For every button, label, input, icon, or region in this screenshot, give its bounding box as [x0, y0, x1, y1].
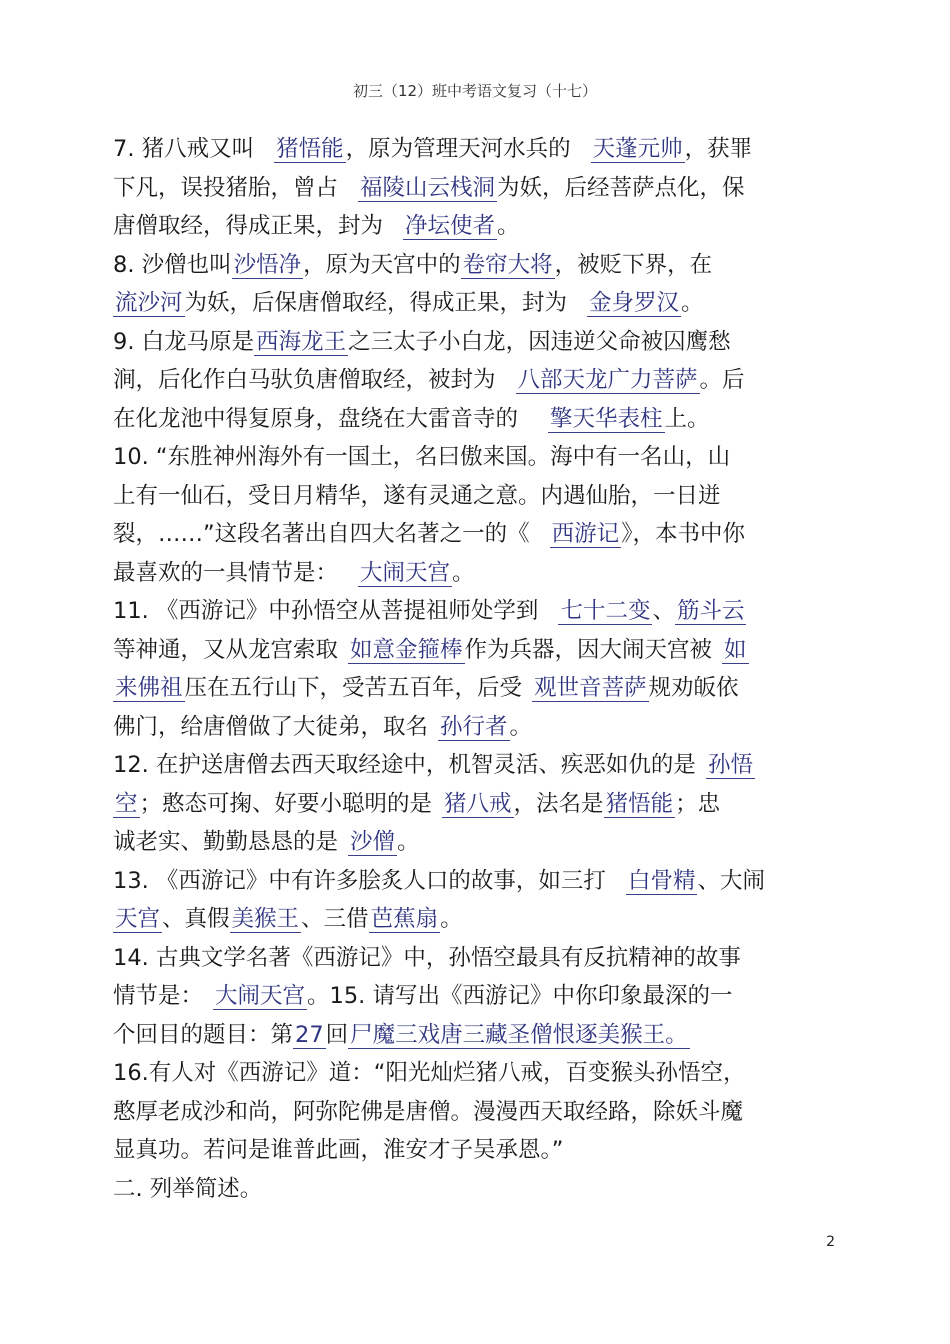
text-segment: ，法名是	[513, 790, 604, 817]
text-segment: 11. 《西游记》中孙悟空从菩提祖师处学到	[113, 598, 539, 624]
text-line	[113, 361, 853, 400]
text-segment: 规劝皈依	[648, 675, 739, 701]
text-line	[113, 631, 853, 670]
text-segment: 个回目的题目：第	[113, 1021, 294, 1048]
text-segment: 上。	[664, 405, 710, 432]
text-line	[113, 477, 853, 516]
text-segment: 。后	[699, 367, 745, 393]
answer-blank: 空	[115, 790, 138, 817]
text-line	[113, 246, 853, 285]
text-segment: 憨厚老成沙和尚，阿弥陀佛是唐僧。漫漫西天取经路，除妖斗魔	[113, 1098, 744, 1125]
text-segment: 裂，……”这段名著出自四大名著之一的《	[113, 521, 530, 547]
answer-blank: 芭蕉扇	[370, 906, 439, 932]
text-segment: 8. 沙僧也叫	[113, 251, 232, 278]
text-segment: 之三太子小白龙，因违逆父命被囚鹰愁	[348, 328, 731, 355]
text-segment: 。	[681, 290, 704, 316]
answer-blank: 猪悟能	[276, 136, 344, 162]
answer-blank: 孙悟	[707, 752, 753, 778]
text-line	[113, 708, 853, 747]
answer-blank: 天宫	[115, 906, 161, 932]
text-segment: 唐僧取经，得成正果，封为	[113, 213, 384, 239]
text-segment: 12. 在护送唐僧去西天取经途中，机智灵活、疾恶如仇的是	[113, 752, 696, 778]
text-segment: 、大闹	[697, 867, 765, 894]
text-line	[113, 823, 853, 862]
text-segment: 二. 列举简述。	[113, 1175, 263, 1202]
answer-blank: 孙行者	[440, 713, 508, 740]
answer-blank: 大闹天宫	[215, 983, 306, 1009]
text-segment: 压在五行山下，受苦五百年，后受	[184, 675, 523, 701]
text-segment: 。	[440, 906, 463, 932]
text-line	[113, 939, 853, 978]
answer-blank: 白骨精	[627, 867, 696, 894]
answer-blank: 西游记	[551, 521, 620, 547]
text-segment: 14. 古典文学名著《西游记》中，孙悟空最具有反抗精神的故事	[113, 944, 741, 971]
text-segment: 。15. 请写出《西游记》中你印象最深的一	[307, 983, 733, 1009]
text-line	[113, 554, 853, 593]
text-line	[113, 862, 853, 901]
answer-blank: 沙悟净	[233, 251, 302, 278]
answer-blank: 27	[295, 1021, 324, 1048]
text-segment: 佛门，给唐僧做了大徒弟，取名	[113, 713, 429, 740]
text-segment: 。	[397, 829, 420, 855]
answer-blank: 西海龙王	[256, 328, 347, 355]
text-segment: ，原为管理天河水兵的	[345, 136, 571, 162]
text-segment: ；忠	[675, 790, 721, 817]
text-segment: 情节是：	[113, 983, 204, 1009]
answer-blank: 观世音菩萨	[534, 675, 647, 701]
text-segment: 7. 猪八戒又叫	[113, 136, 255, 162]
text-line	[113, 900, 853, 939]
answer-blank: 沙僧	[350, 829, 396, 855]
answer-blank: 流沙河	[115, 290, 183, 316]
text-line	[113, 1093, 853, 1132]
text-segment: 16.有人对《西游记》道：“阳光灿烂猪八戒，百变猴头孙悟空，	[113, 1060, 746, 1086]
text-line	[113, 130, 853, 169]
answer-blank: 八部天龙广力菩萨	[517, 367, 698, 393]
answer-blank: 猪悟能	[605, 790, 674, 817]
text-line	[113, 323, 853, 362]
text-segment: 为妖，后经菩萨点化，保	[497, 174, 745, 201]
text-segment: 回	[325, 1021, 349, 1048]
text-segment: 。	[452, 559, 475, 586]
text-segment: 、三借	[301, 906, 369, 932]
text-line	[113, 1170, 853, 1209]
text-segment: 13. 《西游记》中有许多脍炙人口的故事，如三打	[113, 867, 606, 894]
answer-blank: 卷帘大将	[462, 251, 553, 278]
text-line	[113, 1131, 853, 1170]
answer-blank: 猪八戒	[444, 790, 512, 817]
text-segment: 下凡，误投猪胎，曾占	[113, 174, 339, 201]
answer-blank: 七十二变	[560, 598, 651, 624]
text-line	[113, 669, 853, 708]
answer-blank: 筋斗云	[676, 598, 745, 624]
answer-blank: 如	[724, 636, 747, 663]
text-segment: 涧，后化作白马驮负唐僧取经，被封为	[113, 367, 496, 393]
text-segment: 显真功。若问是谁普此画，淮安才子吴承恩。”	[113, 1137, 564, 1163]
text-segment: 等神通，又从龙宫索取	[113, 636, 339, 663]
answer-blank: 净坛使者	[405, 213, 496, 239]
text-segment: ，原为天宫中的	[303, 251, 461, 278]
answer-blank: 天蓬元帅	[592, 136, 683, 162]
text-segment: ；憨态可掬、好要小聪明的是	[139, 790, 433, 817]
page-header: 初三（12）班中考语文复习（十七）	[352, 82, 598, 100]
text-segment: 。	[509, 713, 533, 740]
answer-blank: 如意金箍棒	[350, 636, 463, 663]
text-segment: 作为兵器，因大闹天宫被	[464, 636, 713, 663]
answer-blank: 大闹天宫	[360, 559, 451, 586]
text-line	[113, 438, 853, 477]
text-segment: 、真假	[162, 906, 230, 932]
text-segment: 诚老实、勤勤恳恳的是	[113, 829, 339, 855]
text-segment: 》，本书中你	[621, 521, 745, 547]
text-segment: 为妖，后保唐僧取经，得成正果，封为	[184, 290, 568, 316]
answer-blank: 福陵山云栈洞	[360, 174, 496, 201]
text-segment: 9. 白龙马原是	[113, 328, 255, 355]
answer-blank: 尸魔三戏唐三藏圣僧恨逐美猴王。	[350, 1021, 688, 1048]
text-segment: ，获罪	[684, 136, 753, 162]
text-segment: 、	[652, 598, 675, 624]
text-segment: 10. “东胜神州海外有一国土，名曰傲来国。海中有一名山，山	[113, 444, 731, 470]
text-segment: 上有一仙石，受日月精华，遂有灵通之意。内遇仙胎，一日迸	[113, 482, 721, 509]
text-line	[113, 284, 853, 323]
text-segment: 。	[497, 213, 520, 239]
document-body	[113, 130, 853, 1208]
answer-blank: 美猴王	[231, 906, 300, 932]
text-line	[113, 977, 853, 1016]
text-line	[113, 1016, 853, 1055]
answer-blank: 擎天华表柱	[550, 405, 663, 432]
text-line	[113, 400, 853, 439]
text-segment: ，被贬下界，在	[554, 251, 713, 278]
text-line	[113, 169, 853, 208]
text-line	[113, 592, 853, 631]
text-segment: 最喜欢的一具情节是：	[113, 559, 339, 586]
text-line	[113, 746, 853, 785]
text-line	[113, 515, 853, 554]
answer-blank: 金身罗汉	[589, 290, 680, 316]
text-segment: 在化龙池中得复原身，盘绕在大雷音寺的	[113, 405, 519, 432]
page-number: 2	[826, 1234, 835, 1250]
text-line	[113, 207, 853, 246]
text-line	[113, 785, 853, 824]
answer-blank: 来佛祖	[115, 675, 183, 701]
text-line	[113, 1054, 853, 1093]
